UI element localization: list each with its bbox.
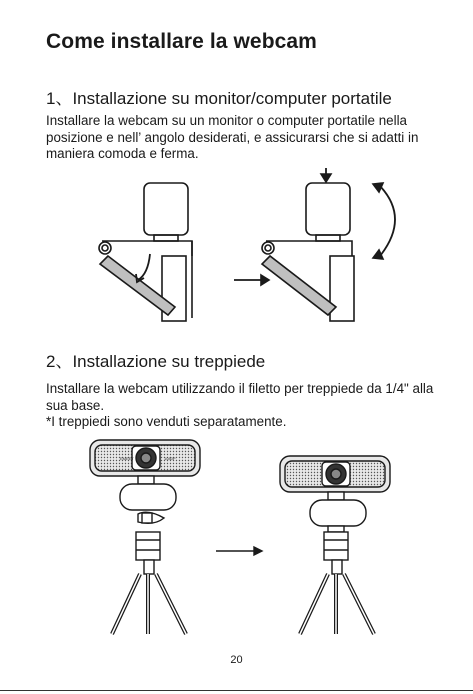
section2-note: *I treppiedi sono venduti separatamente. bbox=[46, 414, 287, 429]
page-title: Come installare la webcam bbox=[46, 30, 317, 53]
section2-heading: 2、Installazione su treppiede bbox=[46, 352, 266, 371]
bottom-rule bbox=[0, 690, 473, 691]
webcam-brand-label: EMEET bbox=[120, 456, 134, 461]
monitor-install-step-1 bbox=[99, 183, 192, 321]
tripod-step-1 bbox=[90, 440, 200, 634]
webcam-model-label: 1080P bbox=[164, 456, 176, 461]
section2-text-line1: Installare la webcam utilizzando il filetto per treppiede da 1/4" alla sua base. bbox=[46, 381, 434, 413]
monitor-install-illustration bbox=[80, 168, 420, 328]
monitor-install-step-2 bbox=[234, 168, 395, 321]
right-arrow bbox=[216, 547, 262, 555]
tripod-step-2 bbox=[280, 456, 390, 634]
section1-text: Installare la webcam su un monitor o computer portatile nella posizione e nell’ angolo desiderati, e assicurarsi che si adatti in maniera comoda e ferma. bbox=[46, 113, 419, 161]
page-number: 20 bbox=[230, 654, 243, 666]
tripod-install-illustration bbox=[88, 438, 398, 638]
section1-heading: 1、Installazione su monitor/computer portatile bbox=[46, 89, 392, 108]
